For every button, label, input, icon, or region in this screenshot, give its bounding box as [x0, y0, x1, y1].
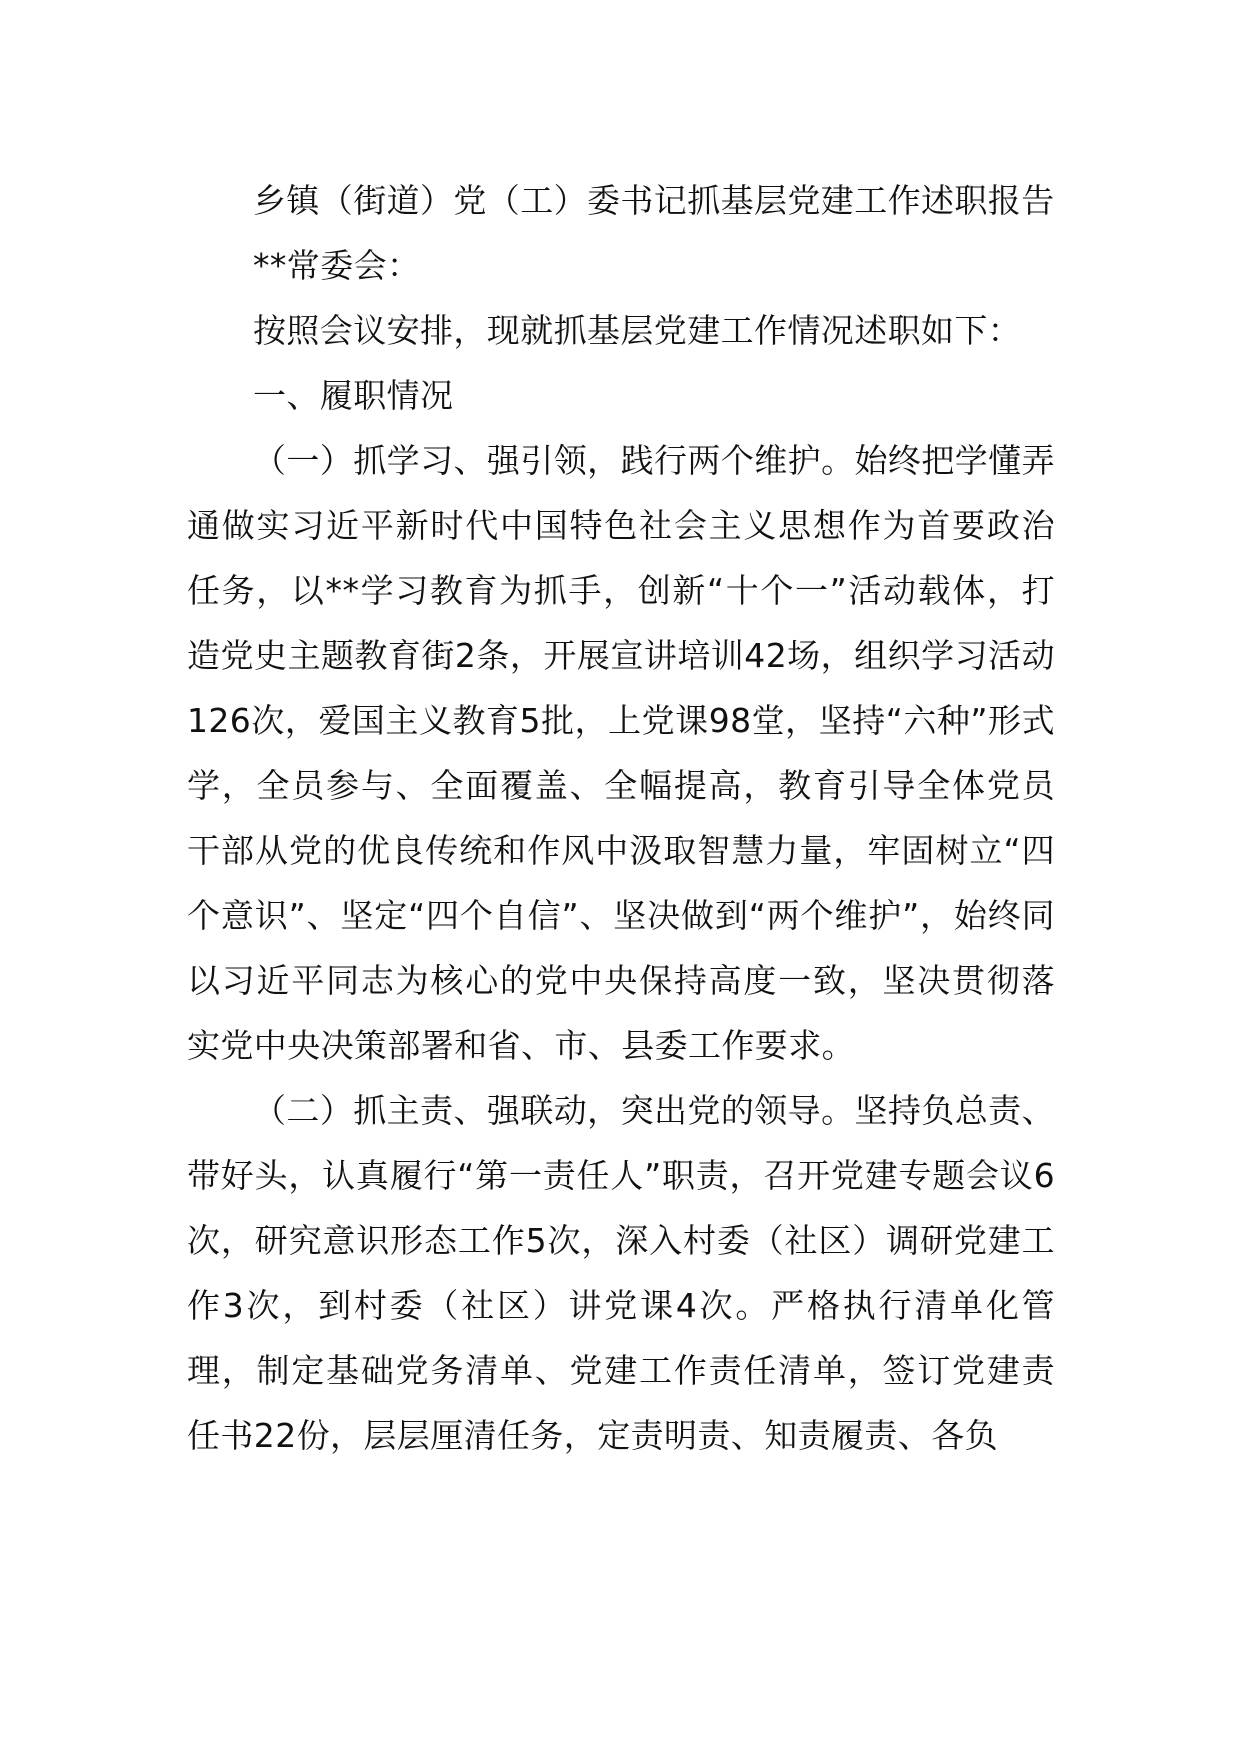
document-title: 乡镇（街道）党（工）委书记抓基层党建工作述职报告: [253, 181, 1055, 220]
body-paragraph-2: （二）抓主责、强联动，突出党的领导。坚持负总责、带好头，认真履行“第一责任人”职责，召开党建专题会议6次，研究意识形态工作5次，深入村委（社区）调研党建工作3次，到村委（社区）讲党课4次。严格执行清单化管理，制定基础党务清单、党建工作责任清单，签订党建责任书22份，层层厘清任务，定责明责、知责履责、各负: [187, 1091, 1055, 1455]
intro-paragraph: 按照会议安排，现就抓基层党建工作情况述职如下：: [253, 311, 1022, 350]
body-paragraph-1: （一）抓学习、强引领，践行两个维护。始终把学懂弄通做实习近平新时代中国特色社会主义思想作为首要政治任务，以**学习教育为抓手，创新“十个一”活动载体，打造党史主题教育街2条，开展宣讲培训42场，组织学习活动126次，爱国主义教育5批，上党课98堂，坚持“六种”形式学，全员参与、全面覆盖、全幅提高，教育引导全体党员干部从党的优良传统和作风中汲取智慧力量，牢固树立“四个意识”、坚定“四个自信”、坚决做到“两个维护”，始终同以习近平同志为核心的党中央保持高度一致，坚决贯彻落实党中央决策部署和省、市、县委工作要求。: [187, 441, 1055, 1065]
section-heading: 一、履职情况: [253, 376, 454, 415]
document-body: [187, 168, 1055, 1468]
salutation: **常委会：: [253, 246, 421, 285]
